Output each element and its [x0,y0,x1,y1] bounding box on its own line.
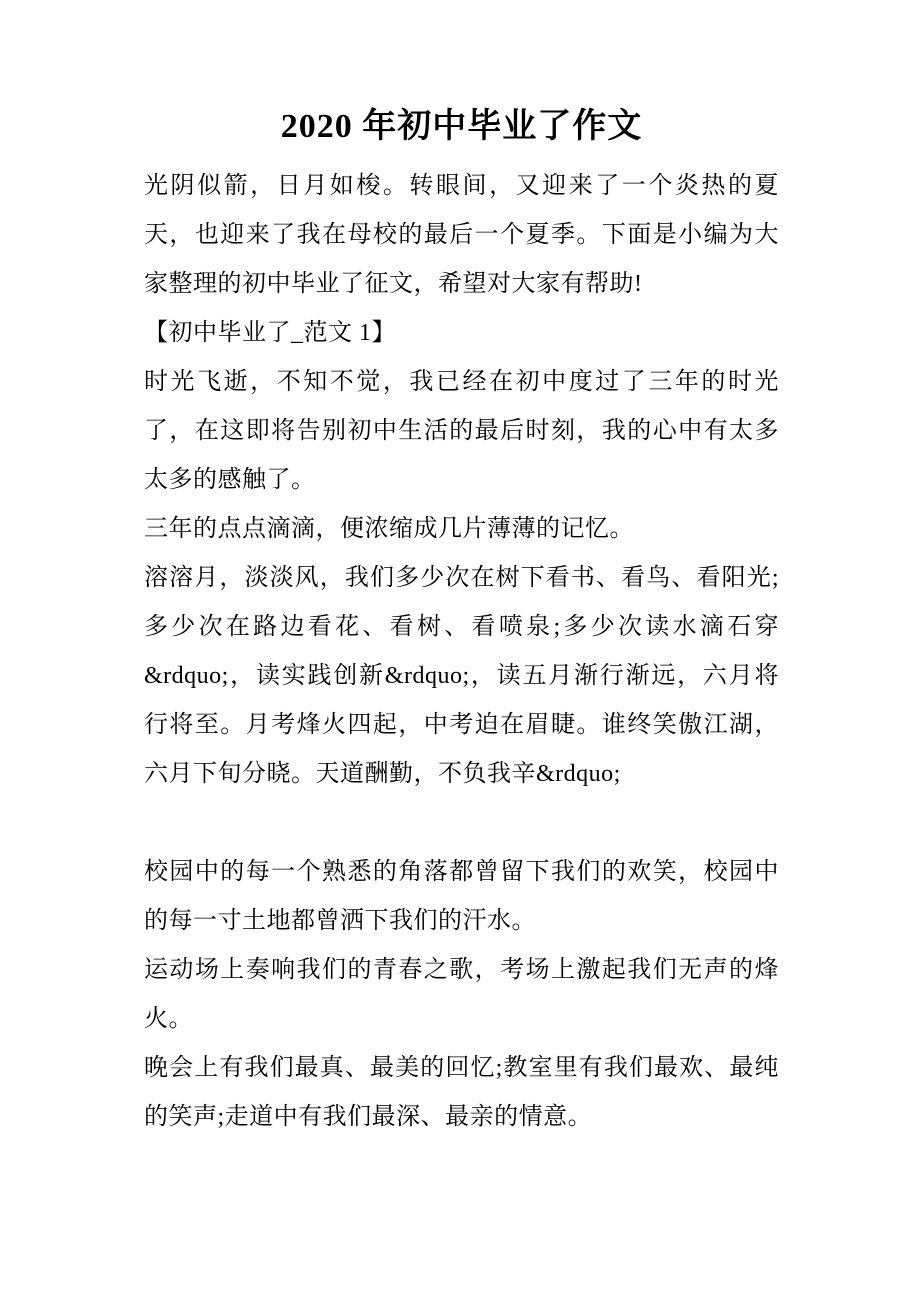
paragraph: 运动场上奏响我们的青春之歌，考场上激起我们无声的烽火。 [144,957,779,1032]
document-title: 2020 年初中毕业了作文 [280,108,643,145]
paragraph-section-heading: 【初中毕业了_范文 1】 [144,320,396,346]
paragraph: 光阴似箭，日月如梭。转眼间，又迎来了一个炎热的夏天，也迎来了我在母校的最后一个夏季。下面是小编为大家整理的初中毕业了征文，希望对大家有帮助! [144,173,779,297]
paragraph: 时光飞逝，不知不觉，我已经在初中度过了三年的时光了，在这即将告别初中生活的最后时刻，我的心中有太多太多的感触了。 [144,369,779,493]
paragraph: 溶溶月，淡淡风，我们多少次在树下看书、看鸟、看阳光;多少次在路边看花、看树、看喷泉;多少次读水滴石穿&rdquo;，读实践创新&rdquo;，读五月渐行渐远，六月将行将至。月考烽火四起，中考迫在眉睫。谁终笑傲江湖，六月下旬分晓。天道酬勤，不负我辛&rdquo; [144,565,779,787]
paragraph: 晚会上有我们最真、最美的回忆;教室里有我们最欢、最纯的笑声;走道中有我们最深、最亲的情意。 [144,1055,779,1130]
paragraph: 三年的点点滴滴，便浓缩成几片薄薄的记忆。 [144,516,634,542]
paragraph-blank-line [144,799,779,848]
paragraph: 校园中的每一个熟悉的角落都曾留下我们的欢笑，校园中的每一寸土地都曾洒下我们的汗水。 [144,859,779,934]
